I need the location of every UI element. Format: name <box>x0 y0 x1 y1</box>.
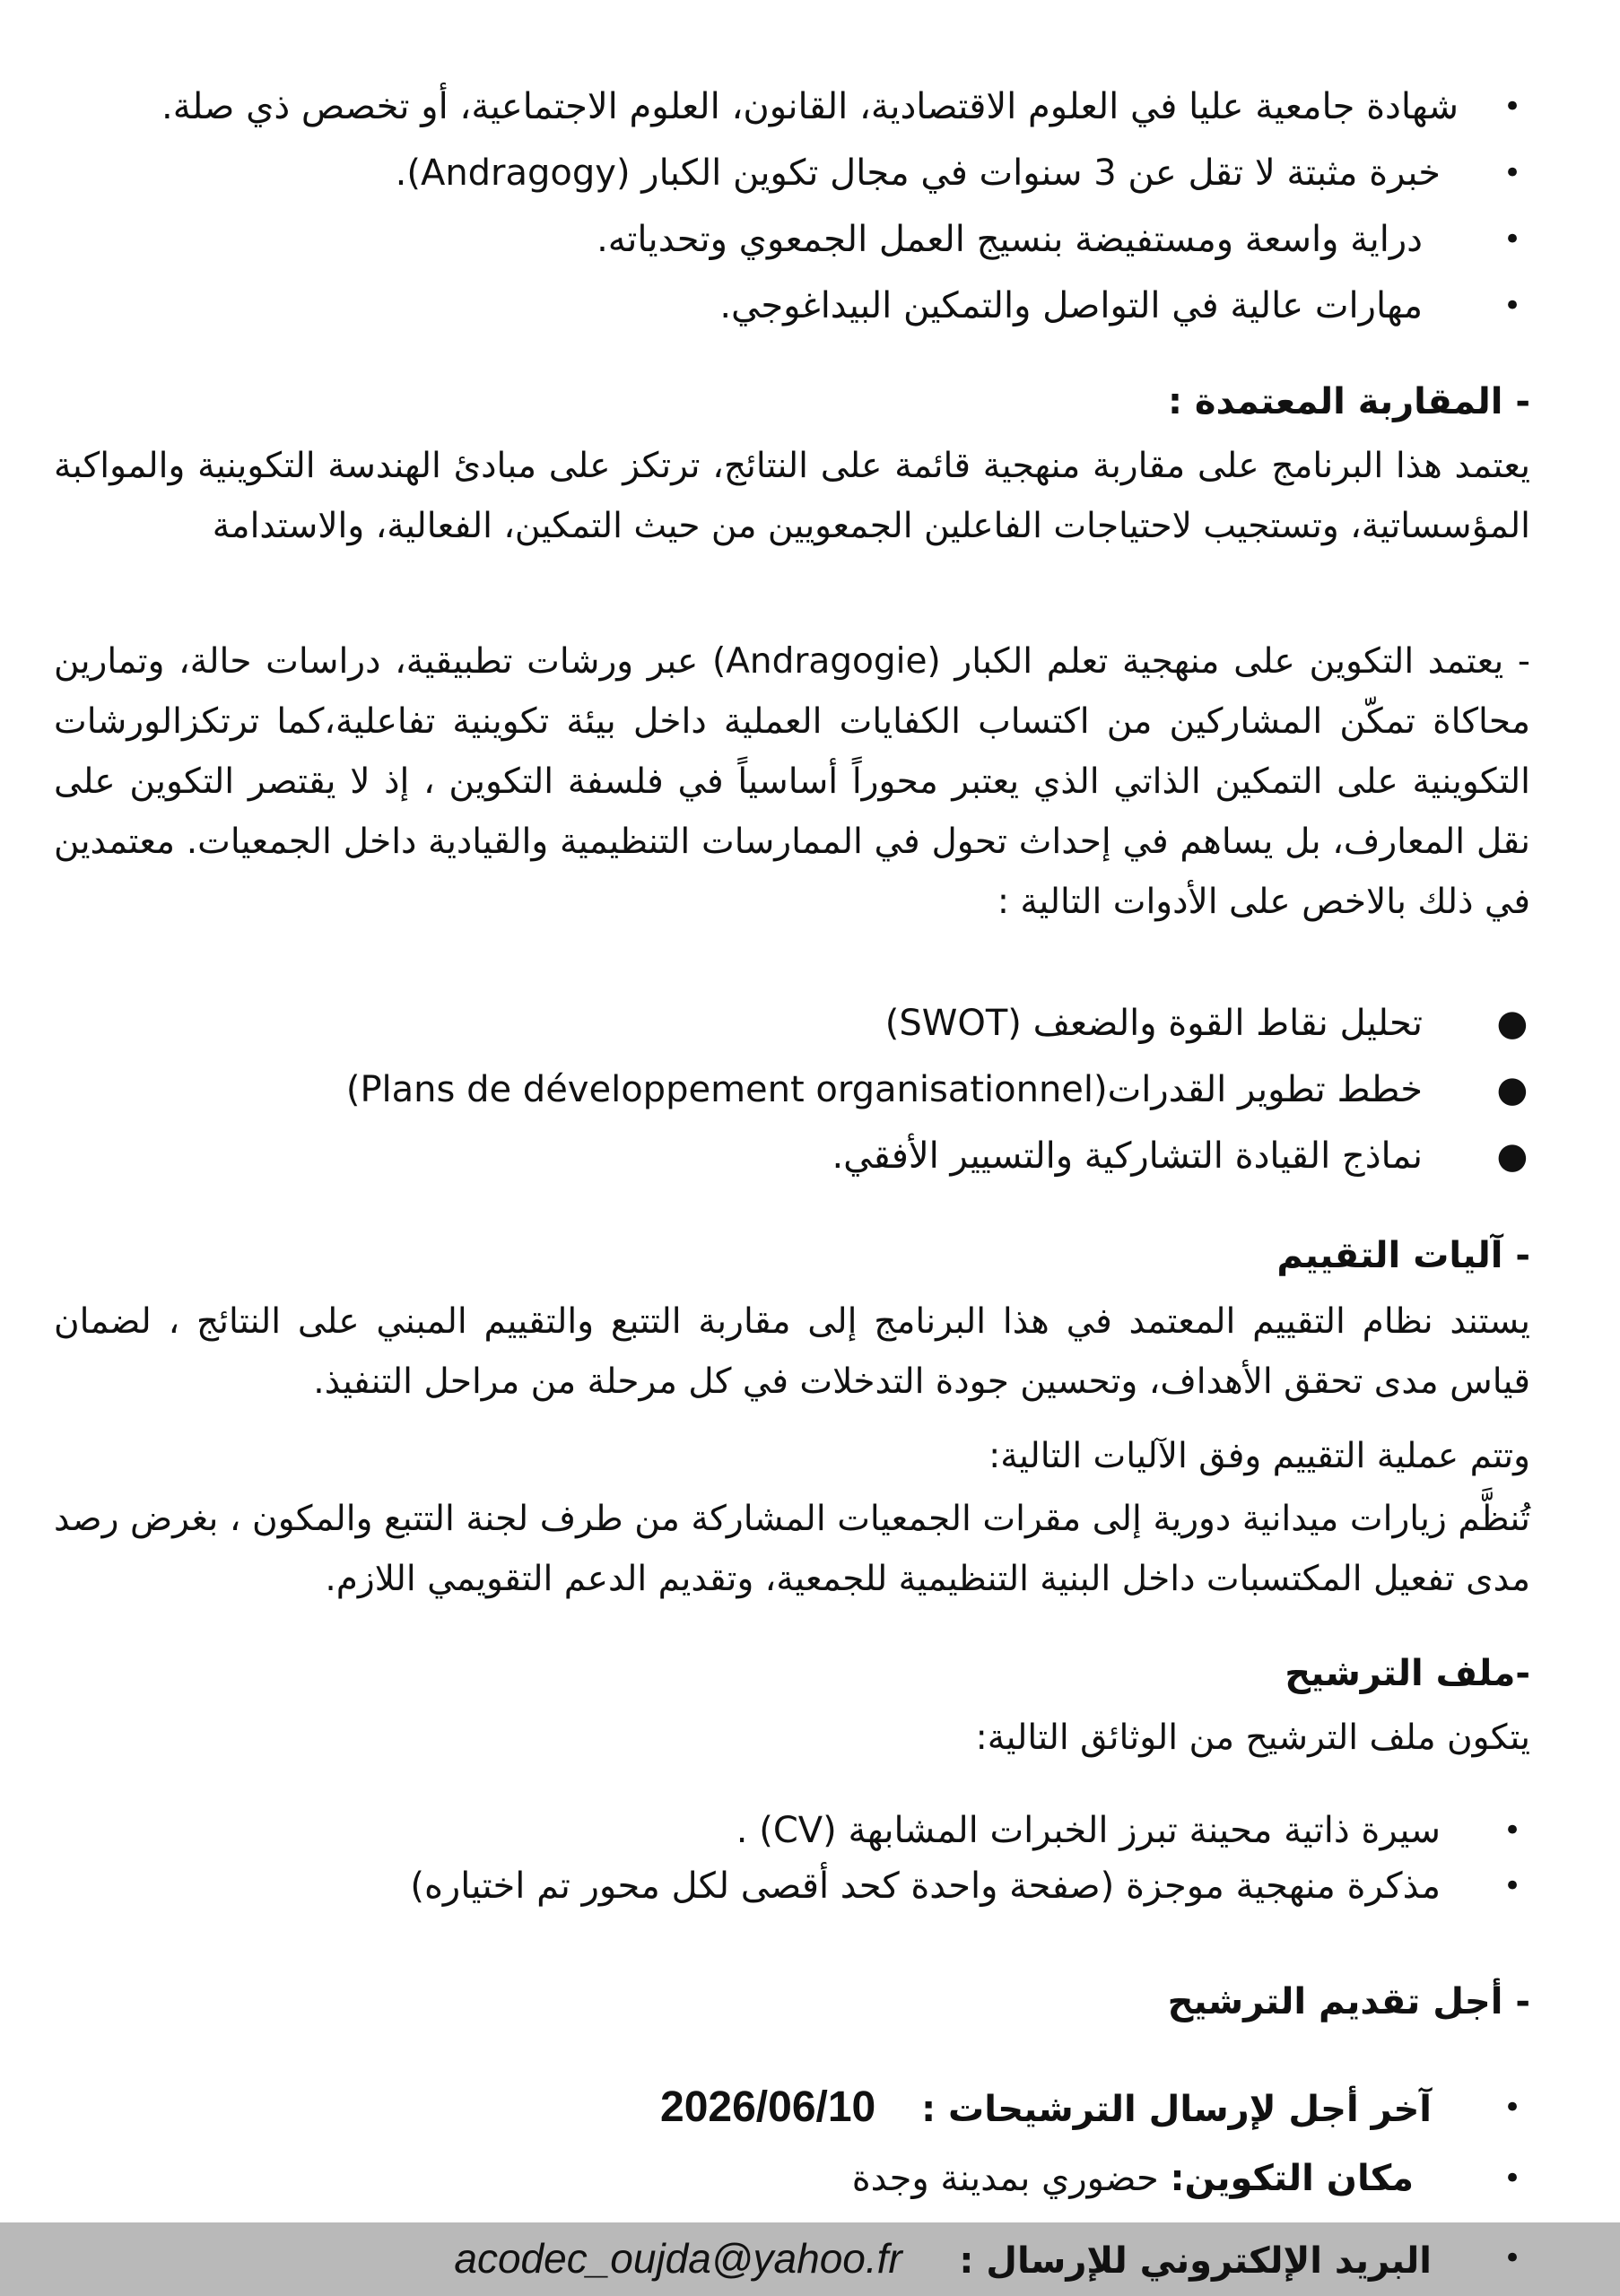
list-item: • شهادة جامعية عليا في العلوم الاقتصادية، القانون، العلوم الاجتماعية، أو تخصص ذي صلة. <box>161 86 1522 127</box>
list-item: • مذكرة منهجية موجزة (صفحة واحدة كحد أقصى لكل محور تم اختياره) <box>410 1866 1522 1907</box>
location-label: مكان التكوين: <box>1170 2158 1414 2199</box>
approach-paragraph-1: يعتمد هذا البرنامج على مقاربة منهجية قائمة على النتائج، ترتكز على مبادئ الهندسة التكوينية والمواكبة المؤسساتية، وتستجيب لاحتياجات الفاعلين الجمعويين من حيث التمكين، الفعالية، والاستدامة <box>54 446 1530 546</box>
application-file-list <box>54 1803 1530 1914</box>
application-file-heading: -ملف الترشيح <box>1285 1653 1530 1694</box>
evaluation-paragraph-2: وتتم عملية التقييم وفق الآليات التالية: <box>989 1436 1530 1476</box>
list-item: • دراية واسعة ومستفيضة بنسيج العمل الجمعوي وتحدياته. <box>597 219 1522 260</box>
deadline-list <box>54 2070 1530 2210</box>
deadline-heading: - أجل تقديم الترشيح <box>1167 1981 1530 2022</box>
evaluation-paragraph-3: تُنظَّم زيارات ميدانية دورية إلى مقرات الجمعيات المشاركة من طرف لجنة التتبع والمكون ، بغرض رصد مدى تفعيل المكتسبات داخل البنية التنظيمية للجمعية، وتقديم الدعم التقويمي اللازم. <box>54 1499 1530 1599</box>
list-item: ● تحليل نقاط القوة والضعف (SWOT) <box>884 1003 1529 1044</box>
list-item: • مهارات عالية في التواصل والتمكين البيداغوجي. <box>719 285 1522 326</box>
email-row: • البريد الإلكتروني للإرسال : acodec_oujda@yahoo.fr <box>454 2235 1522 2282</box>
location-value: حضوري بمدينة وجدة <box>851 2158 1159 2199</box>
list-item: ● خطط تطوير القدرات(Plans de développement organisationnel) <box>345 1069 1529 1110</box>
tools-list <box>54 990 1530 1189</box>
approach-heading: - المقاربة المعتمدة : <box>1167 381 1530 422</box>
application-file-intro: يتكون ملف الترشيح من الوثائق التالية: <box>975 1718 1530 1758</box>
requirements-list <box>54 74 1530 339</box>
last-date-value: 2026/06/10 <box>660 2083 876 2131</box>
evaluation-heading: - آليات التقييم <box>1276 1235 1530 1276</box>
evaluation-paragraph-1: يستند نظام التقييم المعتمد في هذا البرنامج إلى مقاربة التتبع والتقييم المبني على النتائج ، لضمان قياس مدى تحقق الأهداف، وتحسين جودة التدخلات في كل مرحلة من مراحل التنفيذ. <box>54 1301 1530 1402</box>
list-item: • آخر أجل لإرسال الترشيحات : 2026/06/10 <box>660 2083 1522 2131</box>
list-item: ● نماذج القيادة التشاركية والتسيير الأفقي. <box>832 1135 1529 1177</box>
approach-paragraph-2: - يعتمد التكوين على منهجية تعلم الكبار (Andragogie) عبر ورشات تطبيقية، دراسات حالة، وتمارين محاكاة تمكّن المشاركين من اكتساب الكفايات العملية داخل بيئة تكوينية تفاعلية،كما ترتكزالورشات التكوينية على التمكين الذاتي الذي يعتبر محوراً أساسياً في فلسفة التكوين ، إذ لا يقتصر التكوين على نقل المعارف، بل يساهم في إحداث تحول في الممارسات التنظيمية والقيادية داخل الجمعيات. معتمدين في ذلك بالاخص على الأدوات التالية : <box>54 641 1530 922</box>
email-link[interactable]: acodec_oujda@yahoo.fr <box>454 2235 902 2282</box>
last-date-label: آخر أجل لإرسال الترشيحات : <box>921 2089 1432 2130</box>
list-item: • خبرة مثبتة لا تقل عن 3 سنوات في مجال تكوين الكبار (Andragogy). <box>395 152 1522 194</box>
list-item: • مكان التكوين: حضوري بمدينة وجدة <box>851 2158 1522 2199</box>
email-label: البريد الإلكتروني للإرسال : <box>959 2240 1432 2282</box>
list-item: • سيرة ذاتية محينة تبرز الخبرات المشابهة (CV) . <box>736 1810 1522 1851</box>
